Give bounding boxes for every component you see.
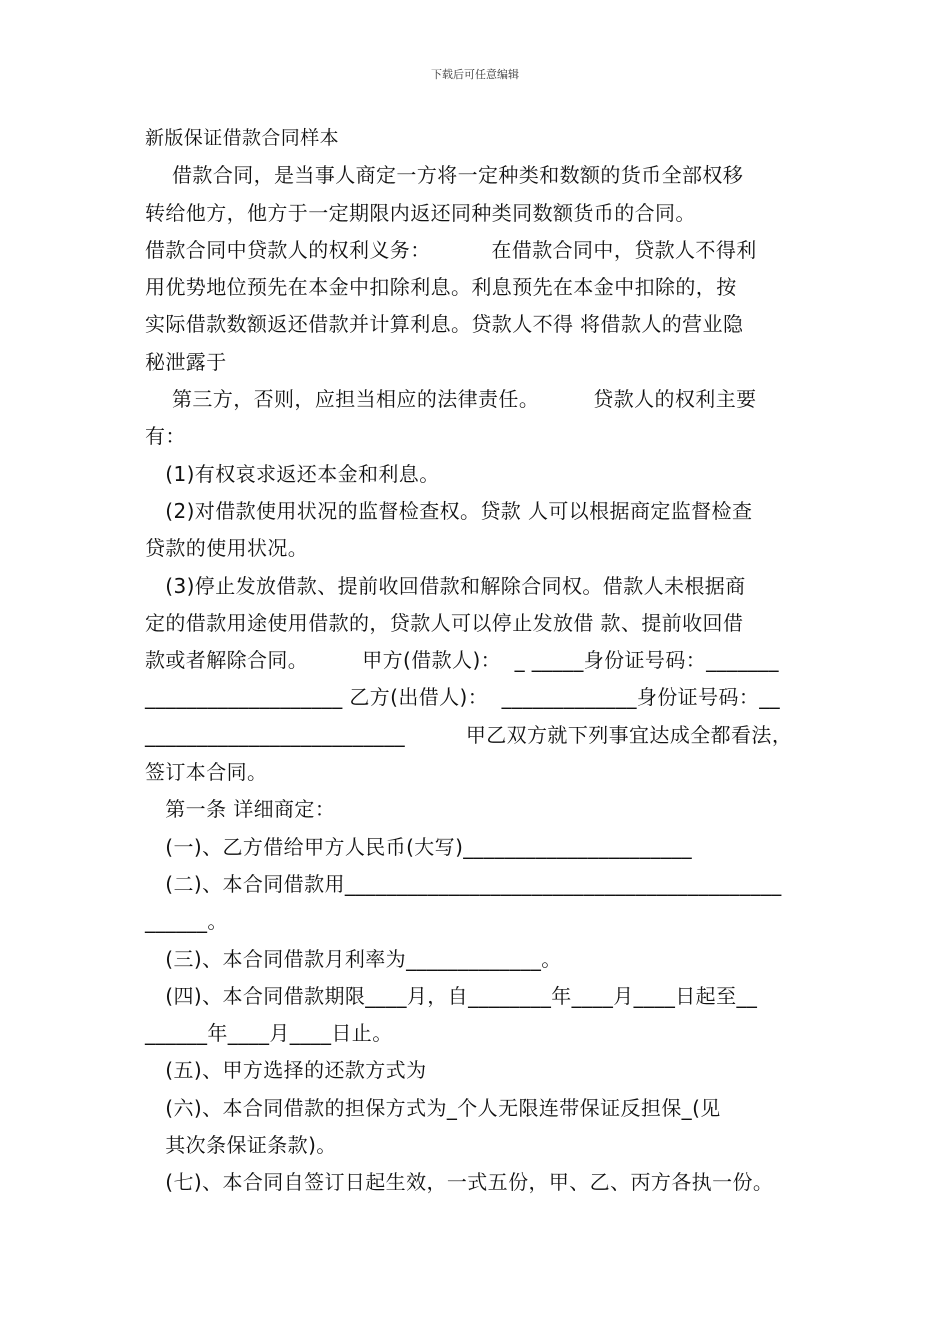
- text-line: 签订本合同。: [145, 760, 268, 785]
- text-line: _________________________ 甲乙双方就下列事宜达成全都看法，: [145, 722, 793, 747]
- text-line: 款或者解除合同。 甲方(借款人)： _ _____身份证号码：_______: [145, 648, 779, 673]
- text-line: 第三方，否则，应担当相应的法律责任。 贷款人的权利主要: [145, 387, 757, 412]
- document-body: [145, 120, 817, 1202]
- text-line: (1)有权哀求返还本金和利息。: [145, 461, 440, 486]
- text-line: (六)、本合同借款的担保方式为_个人无限连带保证反担保_(见: [145, 1095, 721, 1120]
- text-line: 贷款的使用状况。: [145, 536, 309, 561]
- text-line: ___________________ 乙方(出借人)： _____________身份证号码：__: [145, 685, 781, 710]
- header-note: 下载后可任意编辑: [431, 68, 519, 81]
- text-line: 定的借款用途使用借款的，贷款人可以停止发放借 款、提前收回借: [145, 610, 744, 635]
- text-line: 用优势地位预先在本金中扣除利息。利息预先在本金中扣除的，按: [145, 275, 737, 300]
- text-line: ______年____月____日止。: [145, 1021, 393, 1046]
- text-line: (三)、本合同借款月利率为_____________。: [145, 946, 562, 971]
- text-line: (一)、乙方借给甲方人民币(大写)______________________: [145, 834, 693, 859]
- text-line: 秘泄露于: [145, 349, 227, 374]
- text-line: (五)、甲方选择的还款方式为: [145, 1058, 427, 1083]
- text-line: (四)、本合同借款期限____月，自________年____月____日起至__: [145, 983, 758, 1008]
- text-line: (七)、本合同自签订日起生效，一式五份，甲、乙、丙方各执一份。: [145, 1170, 774, 1195]
- text-line: ______。: [145, 909, 228, 934]
- text-line: 有：: [145, 424, 186, 449]
- text-line: 借款合同，是当事人商定一方将一定种类和数额的货币全部权移: [145, 163, 744, 188]
- text-line: 其次条保证条款)。: [145, 1133, 337, 1158]
- text-line: (2)对借款使用状况的监督检查权。贷款 人可以根据商定监督检查: [145, 498, 753, 523]
- text-line: 转给他方，他方于一定期限内返还同种类同数额货币的合同。: [145, 200, 696, 225]
- text-line: 第一条 详细商定：: [145, 797, 336, 822]
- text-line: 借款合同中贷款人的权利义务： 在借款合同中，贷款人不得利: [145, 237, 757, 262]
- text-line: (二)、本合同借款用__________________________________________: [145, 871, 782, 896]
- text-line: (3)停止发放借款、提前收回借款和解除合同权。借款人未根据商: [145, 573, 746, 598]
- document-title: 新版保证借款合同样本: [145, 127, 340, 149]
- text-line: 实际借款数额返还借款并计算利息。贷款人不得 将借款人的营业隐: [145, 312, 744, 337]
